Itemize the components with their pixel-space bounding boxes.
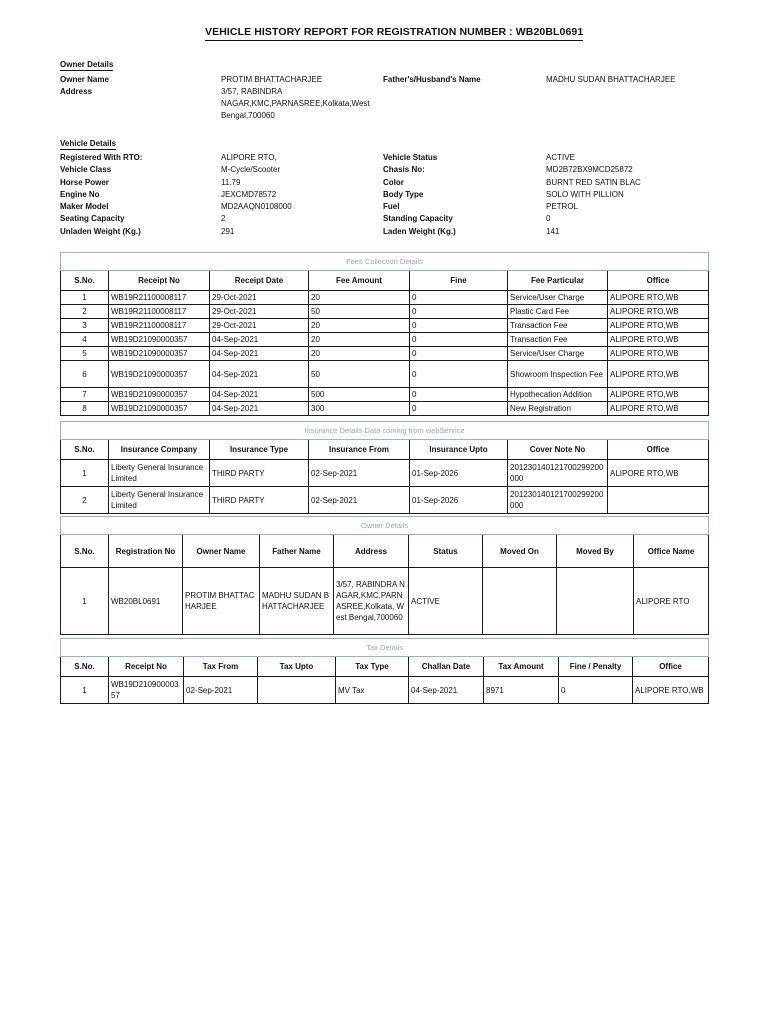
insurance-cell: THIRD PARTY xyxy=(210,487,309,514)
fees-cell: ALIPORE RTO,WB xyxy=(608,333,709,347)
fees-cell: Service/User Charge xyxy=(508,291,608,305)
fees-cell: 8 xyxy=(61,402,109,416)
vehicle-field-label: Seating Capacity xyxy=(60,214,125,224)
fees-cell: Transaction Fee xyxy=(508,319,608,333)
fees-cell: 0 xyxy=(410,333,508,347)
vehicle-field-value: M-Cycle/Scooter xyxy=(221,165,281,175)
insurance-column-header: Insurance Upto xyxy=(410,440,508,460)
owner-column-header: Father Name xyxy=(260,535,334,568)
fees-cell: 2 xyxy=(61,305,109,319)
fees-cell: 04-Sep-2021 xyxy=(210,347,309,361)
table-row xyxy=(61,333,709,347)
owner-cell: 1 xyxy=(61,568,109,635)
tax-caption: Tax Details xyxy=(61,639,709,657)
vehicle-field-label: Unladen Weight (Kg.) xyxy=(60,226,141,236)
vehicle-field-label: Vehicle Status xyxy=(383,153,438,162)
vehicle-left-values xyxy=(221,152,292,238)
report-title: VEHICLE HISTORY REPORT FOR REGISTRATION NUMBER : WB20BL0691 xyxy=(205,26,583,41)
father-value-column xyxy=(546,74,676,86)
owner-cell xyxy=(557,568,634,635)
insurance-cell: ALIPORE RTO,WB xyxy=(608,460,709,487)
fees-cell: 20 xyxy=(309,291,410,305)
owner-label-column xyxy=(60,74,109,99)
table-row xyxy=(61,487,709,514)
table-row xyxy=(61,677,709,704)
table-row xyxy=(61,305,709,319)
fees-cell: Plastic Card Fee xyxy=(508,305,608,319)
owner-column-header: Owner Name xyxy=(183,535,260,568)
fees-cell: WB19R21100008117 xyxy=(109,319,210,333)
owner-column-header: Address xyxy=(334,535,409,568)
vehicle-field-label: Registered With RTO: xyxy=(60,153,143,162)
table-row xyxy=(61,460,709,487)
fees-cell: 0 xyxy=(410,319,508,333)
vehicle-field-label: Engine No xyxy=(60,189,100,199)
tax-cell: 8971 xyxy=(484,677,559,704)
insurance-column-header: Insurance From xyxy=(309,440,410,460)
tax-column-header: Tax From xyxy=(184,657,258,677)
fees-cell: 29-Oct-2021 xyxy=(210,319,309,333)
tax-cell: 04-Sep-2021 xyxy=(409,677,484,704)
fees-column-header: Fee Amount xyxy=(309,271,410,291)
table-row xyxy=(61,361,709,388)
owner-header-row xyxy=(61,535,709,568)
tax-column-header: S.No. xyxy=(61,657,109,677)
owner-name-value xyxy=(221,74,322,86)
tax-column-header: Tax Type xyxy=(336,657,409,677)
owner-cell: 3/57, RABINDRA NAGAR,KMC,PARNASREE,Kolkata, West Bengal,700060 xyxy=(334,568,409,635)
vehicle-field-label: Chasis No: xyxy=(383,165,425,175)
fees-column-header: Receipt Date xyxy=(210,271,309,291)
fees-cell: 7 xyxy=(61,388,109,402)
vehicle-field-value: ALIPORE RTO, xyxy=(221,153,277,162)
insurance-cell: Liberty General Insurance Limited xyxy=(109,487,210,514)
owner-column-header: Office Name xyxy=(634,535,709,568)
fees-cell: Hypothecation Addition xyxy=(508,388,608,402)
tax-column-header: Challan Date xyxy=(409,657,484,677)
tax-details-table xyxy=(60,638,709,704)
owner-cell: ACTIVE xyxy=(409,568,483,635)
insurance-cell: 1 xyxy=(61,460,109,487)
fees-cell: ALIPORE RTO,WB xyxy=(608,347,709,361)
owner-column-header: Registration No xyxy=(109,535,183,568)
tax-cell: ALIPORE RTO,WB xyxy=(633,677,709,704)
table-row xyxy=(61,402,709,416)
fees-column-header: S.No. xyxy=(61,271,109,291)
vehicle-field-value: 11.79 xyxy=(221,177,241,187)
table-row xyxy=(61,347,709,361)
vehicle-field-value: JEXCMD78572 xyxy=(221,189,277,199)
vehicle-field-value: MD2B72BX9MCD25872 xyxy=(546,165,633,175)
fees-caption: Fees Collection Details xyxy=(61,253,709,271)
vehicle-field-value: PETROL xyxy=(546,202,579,212)
insurance-cell: 02-Sep-2021 xyxy=(309,487,410,514)
insurance-cell: 201230140121700299200000 xyxy=(508,487,608,514)
vehicle-field-value: 0 xyxy=(546,214,551,224)
vehicle-field-label: Maker Model xyxy=(60,202,109,212)
tax-column-header: Tax Amount xyxy=(484,657,559,677)
fees-cell: WB19D21090000357 xyxy=(109,402,210,416)
insurance-column-header: Insurance Company xyxy=(109,440,210,460)
father-label-column xyxy=(383,74,481,86)
owner-caption: Owner Details xyxy=(61,517,709,535)
insurance-column-header: Cover Note No xyxy=(508,440,608,460)
owner-details-table xyxy=(60,516,709,635)
fees-cell: Service/User Charge xyxy=(508,347,608,361)
fees-column-header: Fine xyxy=(410,271,508,291)
fees-cell: WB19D21090000357 xyxy=(109,347,210,361)
owner-cell: WB20BL0691 xyxy=(109,568,183,635)
insurance-cell: 2 xyxy=(61,487,109,514)
fees-cell: 50 xyxy=(309,361,410,388)
vehicle-field-value: SOLO WITH PILLION xyxy=(546,189,624,199)
vehicle-right-values xyxy=(546,152,641,238)
fees-cell: 1 xyxy=(61,291,109,305)
tax-cell: 1 xyxy=(61,677,109,704)
insurance-cell: 201230140121700299200000 xyxy=(508,460,608,487)
tax-cell: 02-Sep-2021 xyxy=(184,677,258,704)
fees-cell: 0 xyxy=(410,361,508,388)
fees-cell: 5 xyxy=(61,347,109,361)
fees-cell: 0 xyxy=(410,291,508,305)
insurance-cell: 01-Sep-2026 xyxy=(410,460,508,487)
vehicle-field-value: 2 xyxy=(221,214,226,224)
insurance-cell: 01-Sep-2026 xyxy=(410,487,508,514)
owner-cell xyxy=(483,568,557,635)
vehicle-field-value: BURNT RED SATIN BLAC xyxy=(546,177,641,187)
fees-cell: ALIPORE RTO,WB xyxy=(608,388,709,402)
fees-cell: Transaction Fee xyxy=(508,333,608,347)
vehicle-right-labels xyxy=(383,152,456,238)
fees-cell: ALIPORE RTO,WB xyxy=(608,291,709,305)
owner-column-header: Moved On xyxy=(483,535,557,568)
tax-column-header: Receipt No xyxy=(109,657,184,677)
insurance-column-header: Insurance Type xyxy=(210,440,309,460)
fees-cell: 29-Oct-2021 xyxy=(210,305,309,319)
fees-column-header: Fee Particular xyxy=(508,271,608,291)
father-name-value: MADHU SUDAN BHATTACHARJEE xyxy=(546,75,676,84)
owner-cell: MADHU SUDAN BHATTACHARJEE xyxy=(260,568,334,635)
fees-cell: 0 xyxy=(410,305,508,319)
fees-cell: 0 xyxy=(410,347,508,361)
vehicle-field-label: Laden Weight (Kg.) xyxy=(383,226,456,236)
fees-column-header: Receipt No xyxy=(109,271,210,291)
vehicle-left-labels xyxy=(60,152,142,238)
vehicle-field-label: Horse Power xyxy=(60,177,109,187)
fees-cell: Showroom Inspection Fee xyxy=(508,361,608,388)
fees-cell: 0 xyxy=(410,402,508,416)
fees-cell: New Registration xyxy=(508,402,608,416)
fees-cell: WB19R21100008117 xyxy=(109,291,210,305)
table-row xyxy=(61,388,709,402)
fees-header-row xyxy=(61,271,709,291)
fees-cell: 4 xyxy=(61,333,109,347)
vehicle-field-label: Standing Capacity xyxy=(383,214,453,224)
tax-cell xyxy=(258,677,336,704)
insurance-cell: 02-Sep-2021 xyxy=(309,460,410,487)
insurance-cell: Liberty General Insurance Limited xyxy=(109,460,210,487)
tax-cell: WB19D21090000357 xyxy=(109,677,184,704)
father-name-label: Father's/Husband's Name xyxy=(383,75,481,84)
vehicle-details-label: Vehicle Details xyxy=(60,139,117,148)
owner-column-header: S.No. xyxy=(61,535,109,568)
fees-cell: 04-Sep-2021 xyxy=(210,388,309,402)
tax-cell: MV Tax xyxy=(336,677,409,704)
insurance-cell: THIRD PARTY xyxy=(210,460,309,487)
fees-cell: WB19D21090000357 xyxy=(109,333,210,347)
fees-cell: 0 xyxy=(410,388,508,402)
fees-cell: WB19D21090000357 xyxy=(109,388,210,402)
fees-cell: 04-Sep-2021 xyxy=(210,361,309,388)
owner-name-label: Owner Name xyxy=(60,75,109,84)
insurance-header-row xyxy=(61,440,709,460)
tax-column-header: Fine / Penalty xyxy=(559,657,633,677)
fees-cell: 20 xyxy=(309,319,410,333)
fees-cell: ALIPORE RTO,WB xyxy=(608,319,709,333)
tax-header-row xyxy=(61,657,709,677)
fees-cell: 04-Sep-2021 xyxy=(210,402,309,416)
vehicle-field-value: ACTIVE xyxy=(546,153,575,162)
fees-cell: 50 xyxy=(309,305,410,319)
address-label: Address xyxy=(60,87,93,97)
insurance-cell xyxy=(608,487,709,514)
insurance-column-header: Office xyxy=(608,440,709,460)
owner-cell: PROTIM BHATTACHARJEE xyxy=(183,568,260,635)
owner-column-header: Status xyxy=(409,535,483,568)
vehicle-field-value: MD2AAQN0108000 xyxy=(221,202,292,212)
fees-cell: 20 xyxy=(309,347,410,361)
fees-cell: 300 xyxy=(309,402,410,416)
vehicle-field-label: Body Type xyxy=(383,189,424,199)
tax-column-header: Office xyxy=(633,657,709,677)
tax-column-header: Tax Upto xyxy=(258,657,336,677)
fees-cell: WB19D21090000357 xyxy=(109,361,210,388)
table-row xyxy=(61,291,709,305)
address-value: 3/57, RABINDRA NAGAR,KMC,PARNASREE,Kolkata,West Bengal,700060 xyxy=(221,87,370,120)
table-row xyxy=(61,568,709,635)
fees-cell: 500 xyxy=(309,388,410,402)
owner-details-label: Owner Details xyxy=(60,60,114,69)
vehicle-field-label: Vehicle Class xyxy=(60,165,112,175)
vehicle-field-label: Color xyxy=(383,177,404,187)
owner-name-text: PROTIM BHATTACHARJEE xyxy=(221,75,323,84)
vehicle-field-value: 291 xyxy=(221,226,235,236)
table-row xyxy=(61,319,709,333)
insurance-details-table xyxy=(60,421,709,514)
insurance-caption: Insurance Details Data coming from webService xyxy=(61,422,709,440)
fees-cell: 6 xyxy=(61,361,109,388)
fees-cell: WB19R21100008117 xyxy=(109,305,210,319)
fees-collection-table xyxy=(60,252,709,416)
fees-cell: ALIPORE RTO,WB xyxy=(608,402,709,416)
fees-cell: 3 xyxy=(61,319,109,333)
insurance-column-header: S.No. xyxy=(61,440,109,460)
vehicle-field-label: Fuel xyxy=(383,202,400,212)
vehicle-field-value: 141 xyxy=(546,226,560,236)
fees-column-header: Office xyxy=(608,271,709,291)
fees-cell: ALIPORE RTO,WB xyxy=(608,361,709,388)
owner-column-header: Moved By xyxy=(557,535,634,568)
owner-cell: ALIPORE RTO xyxy=(634,568,709,635)
fees-cell: 04-Sep-2021 xyxy=(210,333,309,347)
fees-cell: ALIPORE RTO,WB xyxy=(608,305,709,319)
fees-cell: 20 xyxy=(309,333,410,347)
fees-cell: 29-Oct-2021 xyxy=(210,291,309,305)
tax-cell: 0 xyxy=(559,677,633,704)
